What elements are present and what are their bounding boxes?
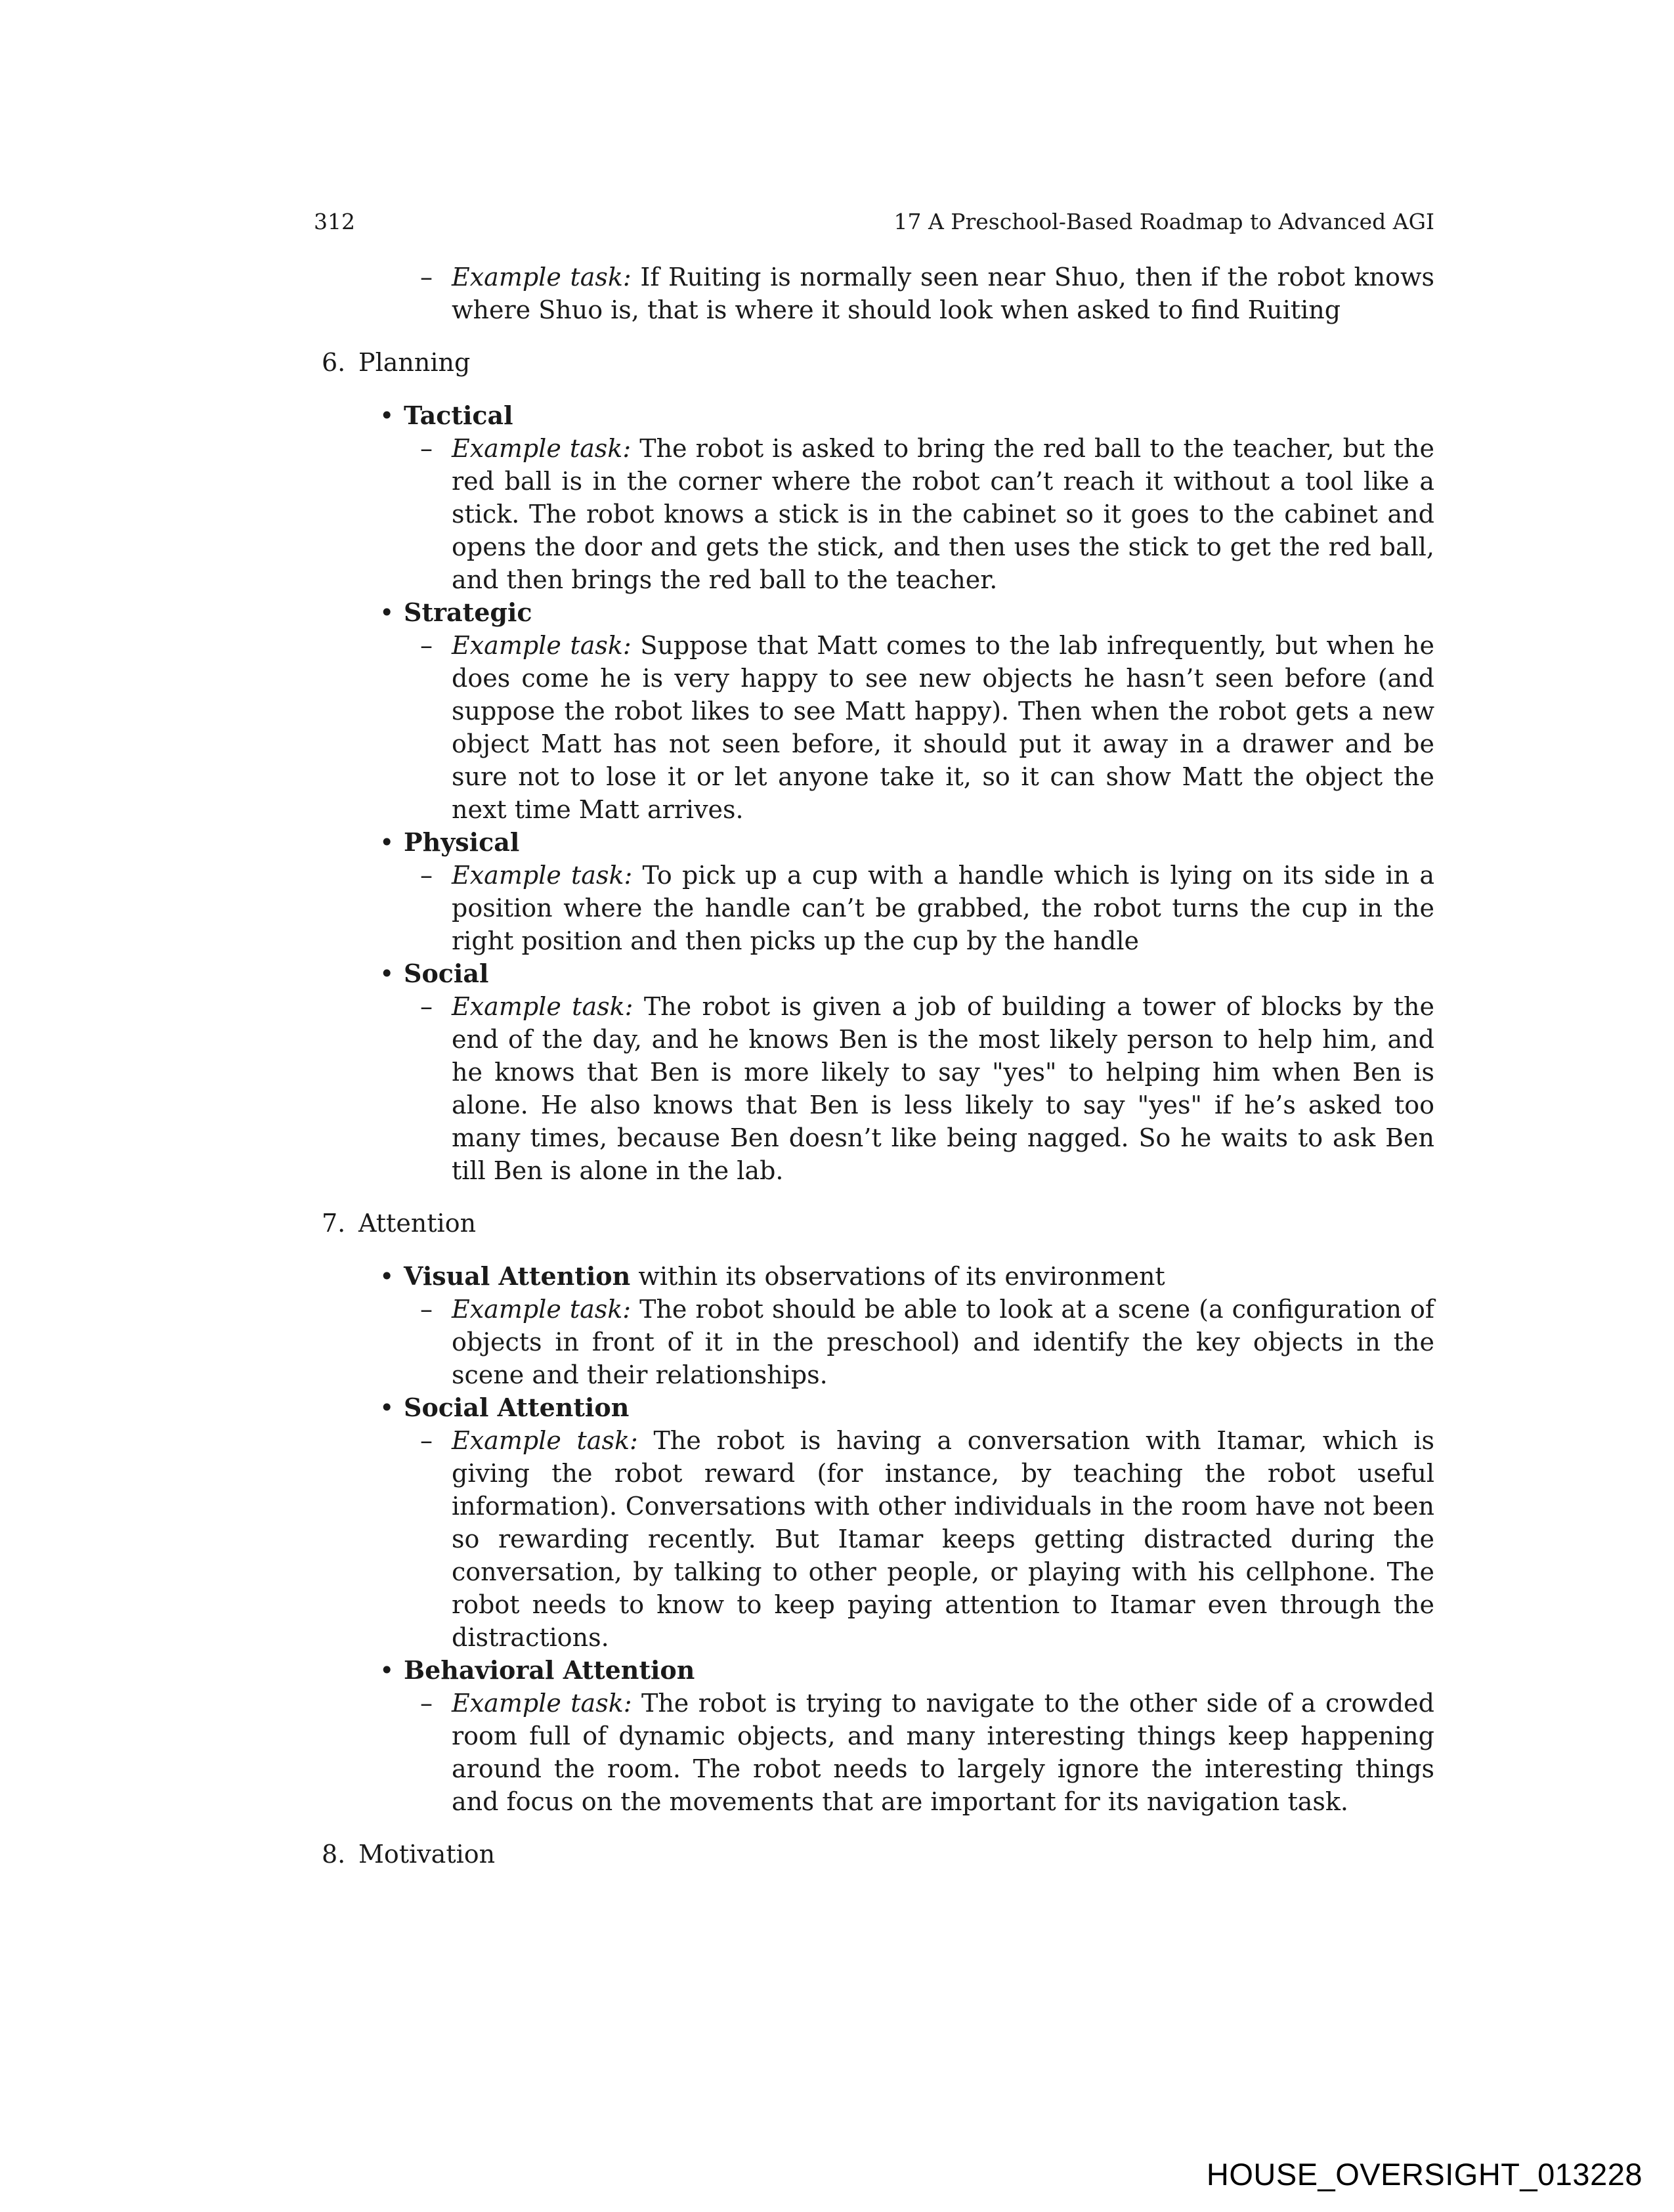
planning-list [314, 399, 1434, 1187]
page-body [314, 261, 1434, 1871]
example-text: The robot is given a job of building a tower of blocks by the end of the day, and he knows Ben is the most likely person to help him, and he knows that Ben is more likely to say "yes" to helping him when Ben is alone. He also knows that Ben is less likely to say "yes" if he’s asked too many times, because Ben doesn’t like being nagged. So he waits to ask Ben till Ben is alone in the lab. [452, 992, 1434, 1185]
example-label: Example task: [452, 1689, 632, 1718]
example-label: Example task: [452, 861, 633, 890]
section-title: Motivation [358, 1840, 496, 1869]
section-planning [314, 346, 1434, 379]
bullet-icon: • [379, 959, 395, 988]
example-text: The robot should be able to look at a scene (a configuration of objects in front of it in the preschool) and identify the key objects in the scene and their relationships. [452, 1295, 1434, 1389]
bullet-icon: • [379, 1262, 395, 1291]
example-label: Example task: [452, 434, 632, 463]
running-title: 17 A Preschool-Based Roadmap to Advanced AGI [893, 209, 1434, 234]
list-item [314, 1654, 1434, 1818]
dash-marker: – [420, 1295, 433, 1324]
example-text: To pick up a cup with a handle which is lying on its side in a position where the handle can’t be grabbed, the robot turns the cup in the right position and then picks up the cup by the handle [452, 861, 1434, 955]
item-term: Tactical [404, 401, 513, 430]
example-text: The robot is having a conversation with Itamar, which is giving the robot reward (for instance, by teaching the robot useful information). Conversations with other individuals in the room have not been so rewarding recently. But Itamar keeps getting distracted during the conversation, by talking to other people, or playing with his cellphone. The robot needs to know to keep paying attention to Itamar even through the distractions. [452, 1426, 1434, 1652]
attention-list [314, 1260, 1434, 1818]
item-term: Social [404, 959, 489, 988]
bates-stamp: HOUSE_OVERSIGHT_013228 [1206, 2157, 1642, 2192]
item-term: Visual Attention [404, 1261, 631, 1291]
list-item [314, 1391, 1434, 1654]
item-term-trailing: within its observations of its environment [630, 1262, 1165, 1291]
intro-example [314, 261, 1434, 326]
section-title: Planning [358, 348, 471, 377]
list-item [314, 399, 1434, 596]
dash-marker: – [420, 631, 433, 660]
example-label: Example task: [452, 1295, 632, 1324]
section-number: 7. [322, 1209, 346, 1238]
example-label: Example task: [452, 992, 633, 1021]
bullet-icon: • [379, 401, 395, 430]
dash-marker: – [420, 434, 433, 463]
bullet-icon: • [379, 598, 395, 627]
bullet-icon: • [379, 828, 395, 857]
dash-marker: – [420, 861, 433, 890]
item-term: Social Attention [404, 1393, 630, 1422]
list-item [314, 596, 1434, 826]
example-text: Suppose that Matt comes to the lab infrequently, but when he does come he is very happy to see new objects he hasn’t seen before (and suppose the robot likes to see Matt happy). Then when the robot gets a new object Matt has not seen before, it should put it away in a drawer and be sure not to lose it or let anyone take it, so it can show Matt the object the next time Matt arrives. [452, 631, 1434, 824]
example-text: If Ruiting is normally seen near Shuo, then if the robot knows where Shuo is, that is where it should look when asked to find Ruiting [452, 263, 1434, 324]
item-term: Physical [404, 827, 520, 857]
example-label: Example task: [452, 263, 632, 292]
section-attention [314, 1207, 1434, 1240]
section-motivation [314, 1838, 1434, 1871]
example-label: Example task: [452, 631, 632, 660]
example-text: The robot is trying to navigate to the other side of a crowded room full of dynamic objects, and many interesting things keep happening around the room. The robot needs to largely ignore the interesting things and focus on the movements that are important for its navigation task. [452, 1689, 1434, 1816]
example-text: The robot is asked to bring the red ball to the teacher, but the red ball is in the corner where the robot can’t reach it without a tool like a stick. The robot knows a stick is in the cabinet so it goes to the cabinet and opens the door and gets the stick, and then uses the stick to get the red ball, and then brings the red ball to the teacher. [452, 434, 1434, 594]
example-label: Example task: [452, 1426, 638, 1455]
list-item [314, 826, 1434, 957]
list-item [314, 1260, 1434, 1391]
bullet-icon: • [379, 1393, 395, 1422]
page-number: 312 [314, 209, 355, 234]
dash-marker: – [420, 263, 433, 292]
list-item [314, 957, 1434, 1187]
item-term: Behavioral Attention [404, 1655, 695, 1685]
dash-marker: – [420, 1426, 433, 1455]
section-number: 8. [322, 1840, 346, 1869]
section-number: 6. [322, 348, 346, 377]
page-header [314, 206, 1434, 238]
item-term: Strategic [404, 597, 532, 627]
bullet-icon: • [379, 1656, 395, 1685]
dash-marker: – [420, 992, 433, 1021]
dash-marker: – [420, 1689, 433, 1718]
section-title: Attention [358, 1209, 477, 1238]
